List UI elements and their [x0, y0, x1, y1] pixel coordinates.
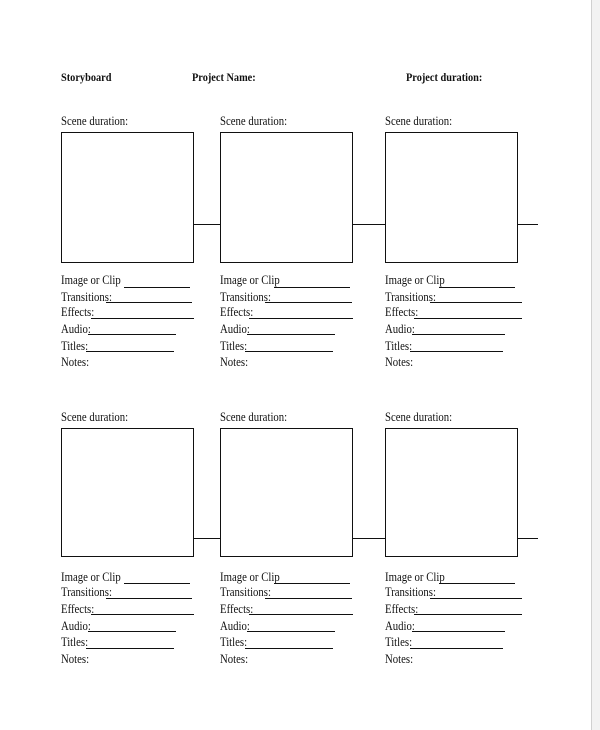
image-or-clip-line	[124, 287, 190, 288]
document-title: Storyboard	[61, 70, 112, 84]
scene-frame	[220, 428, 353, 557]
image-or-clip-line	[439, 287, 515, 288]
titles-label: Titles:	[220, 339, 248, 353]
titles-label: Titles:	[61, 635, 89, 649]
effects-label: Effects:	[385, 602, 419, 616]
effects-label: Effects:	[61, 602, 95, 616]
titles-line	[410, 648, 503, 649]
audio-line	[88, 334, 176, 335]
transitions-label: Transitions:	[220, 290, 271, 304]
image-or-clip-label: Image or Clip	[385, 570, 445, 584]
audio-label: Audio:	[220, 619, 250, 633]
transitions-line	[106, 598, 192, 599]
image-or-clip-label: Image or Clip	[220, 273, 280, 287]
frame-connector	[194, 224, 220, 225]
frame-connector	[518, 538, 538, 539]
titles-label: Titles:	[61, 339, 89, 353]
titles-line	[245, 351, 333, 352]
audio-label: Audio:	[385, 322, 415, 336]
scene-frame	[61, 132, 194, 263]
image-or-clip-label: Image or Clip	[385, 273, 445, 287]
titles-label: Titles:	[220, 635, 248, 649]
project-duration-label: Project duration:	[406, 70, 483, 84]
frame-connector	[518, 224, 538, 225]
effects-label: Effects:	[220, 602, 254, 616]
audio-line	[88, 631, 176, 632]
transitions-line	[265, 598, 352, 599]
scene-frame	[385, 428, 518, 557]
scene-duration-label: Scene duration:	[61, 410, 129, 424]
audio-line	[412, 631, 505, 632]
scene-duration-label: Scene duration:	[385, 114, 453, 128]
scene-frame	[385, 132, 518, 263]
image-or-clip-label: Image or Clip	[220, 570, 280, 584]
image-or-clip-line	[439, 583, 515, 584]
audio-line	[247, 334, 335, 335]
effects-label: Effects:	[61, 305, 95, 319]
notes-label: Notes:	[385, 652, 414, 666]
effects-line	[249, 318, 353, 319]
titles-label: Titles:	[385, 635, 413, 649]
transitions-line	[265, 302, 352, 303]
notes-label: Notes:	[220, 652, 249, 666]
scene-duration-label: Scene duration:	[220, 410, 288, 424]
transitions-line	[430, 598, 522, 599]
image-or-clip-label: Image or Clip	[61, 570, 121, 584]
audio-label: Audio:	[61, 322, 91, 336]
effects-line	[414, 318, 522, 319]
transitions-line	[430, 302, 522, 303]
titles-line	[245, 648, 333, 649]
transitions-label: Transitions:	[385, 585, 436, 599]
effects-line	[414, 614, 522, 615]
titles-line	[86, 351, 174, 352]
notes-label: Notes:	[220, 355, 249, 369]
effects-line	[91, 318, 194, 319]
scene-duration-label: Scene duration:	[61, 114, 129, 128]
frame-connector	[353, 224, 385, 225]
transitions-label: Transitions:	[220, 585, 271, 599]
titles-line	[86, 648, 174, 649]
effects-label: Effects:	[220, 305, 254, 319]
effects-label: Effects:	[385, 305, 419, 319]
titles-line	[410, 351, 503, 352]
audio-label: Audio:	[220, 322, 250, 336]
image-or-clip-line	[274, 287, 350, 288]
scene-frame	[220, 132, 353, 263]
project-name-label: Project Name:	[192, 70, 256, 84]
titles-label: Titles:	[385, 339, 413, 353]
image-or-clip-line	[274, 583, 350, 584]
image-or-clip-label: Image or Clip	[61, 273, 121, 287]
audio-label: Audio:	[385, 619, 415, 633]
audio-line	[247, 631, 335, 632]
effects-line	[91, 614, 194, 615]
frame-connector	[353, 538, 385, 539]
scene-duration-label: Scene duration:	[220, 114, 288, 128]
image-or-clip-line	[124, 583, 190, 584]
audio-label: Audio:	[61, 619, 91, 633]
effects-line	[249, 614, 353, 615]
transitions-label: Transitions:	[385, 290, 436, 304]
transitions-label: Transitions:	[61, 585, 112, 599]
transitions-line	[106, 302, 192, 303]
audio-line	[412, 334, 505, 335]
frame-connector	[194, 538, 220, 539]
transitions-label: Transitions:	[61, 290, 112, 304]
notes-label: Notes:	[61, 355, 90, 369]
scene-frame	[61, 428, 194, 557]
notes-label: Notes:	[385, 355, 414, 369]
notes-label: Notes:	[61, 652, 90, 666]
scene-duration-label: Scene duration:	[385, 410, 453, 424]
